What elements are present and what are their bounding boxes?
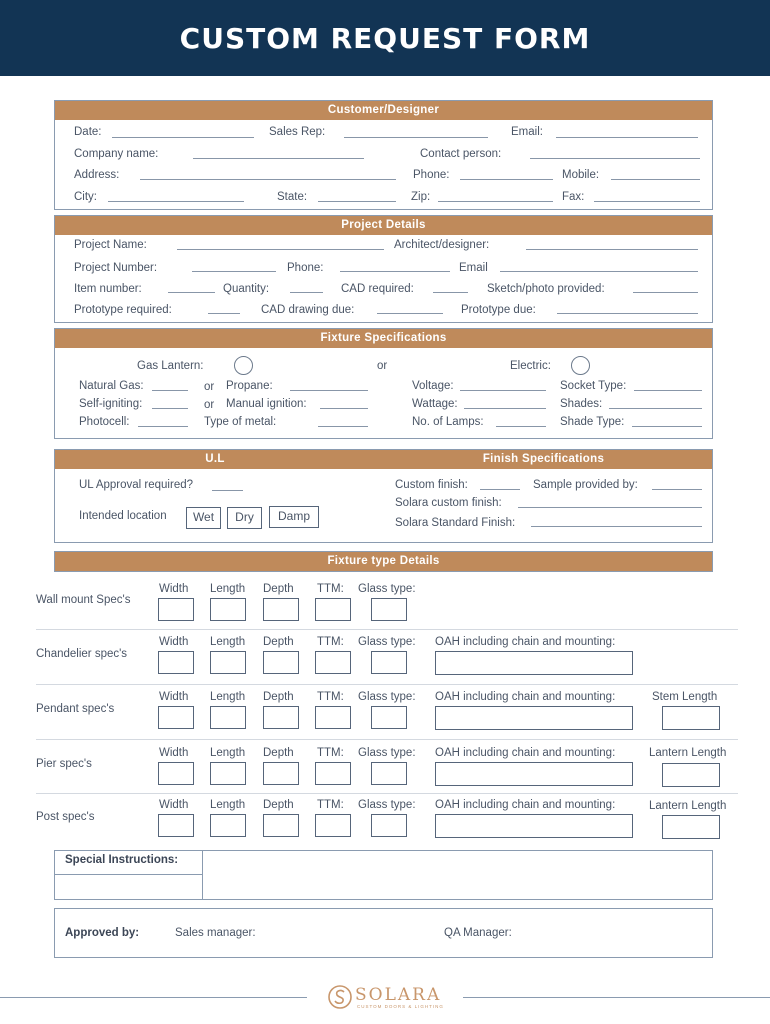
project-email-label: Email <box>459 262 488 274</box>
oah-input[interactable] <box>435 814 633 838</box>
row-label: Wall mount Spec's <box>36 594 131 606</box>
oah-input[interactable] <box>435 762 633 786</box>
photocell-field[interactable] <box>138 426 188 427</box>
electric-label: Electric: <box>510 360 551 372</box>
col-glass: Glass type: <box>358 799 416 811</box>
sales-manager-label: Sales manager: <box>175 927 256 939</box>
zip-label: Zip: <box>411 191 431 203</box>
manual-ignition-field[interactable] <box>320 408 368 409</box>
socket-field[interactable] <box>634 390 702 391</box>
col-depth: Depth <box>263 691 294 703</box>
prototype-due-field[interactable] <box>557 313 698 314</box>
city-field[interactable] <box>108 201 244 202</box>
logo-tagline: CUSTOM DOORS & LIGHTING <box>357 1004 444 1009</box>
solara-custom-field[interactable] <box>518 507 702 508</box>
prototype-required-field[interactable] <box>208 313 240 314</box>
row-divider <box>36 793 738 794</box>
lamps-field[interactable] <box>496 426 546 427</box>
item-number-label: Item number: <box>74 283 142 295</box>
ul-approval-field[interactable] <box>212 490 243 491</box>
photocell-label: Photocell: <box>79 416 130 428</box>
col-length: Length <box>210 583 246 595</box>
sales-rep-label: Sales Rep: <box>269 126 326 138</box>
col-extra: Stem Length <box>652 691 718 703</box>
project-number-field[interactable] <box>192 271 276 272</box>
special-divider <box>202 851 203 899</box>
depth-input[interactable] <box>263 651 299 674</box>
width-input[interactable] <box>158 651 194 674</box>
glass-input[interactable] <box>371 762 407 785</box>
or-label: or <box>377 360 388 372</box>
row-label: Pier spec's <box>36 758 92 770</box>
address-field[interactable] <box>140 179 396 180</box>
shade-type-field[interactable] <box>632 426 702 427</box>
custom-finish-field[interactable] <box>480 489 520 490</box>
state-label: State: <box>277 191 308 203</box>
fax-label: Fax: <box>562 191 585 203</box>
shades-label: Shades: <box>560 398 603 410</box>
depth-input[interactable] <box>263 814 299 837</box>
shade-type-label: Shade Type: <box>560 416 625 428</box>
shades-field[interactable] <box>609 408 702 409</box>
page-title: CUSTOM REQUEST FORM <box>179 22 591 55</box>
width-input[interactable] <box>158 762 194 785</box>
sample-field[interactable] <box>652 489 702 490</box>
col-width: Width <box>159 799 189 811</box>
col-extra: Lantern Length <box>649 747 727 759</box>
contact-field[interactable] <box>530 158 700 159</box>
gas-lantern-label: Gas Lantern: <box>137 360 204 372</box>
col-glass: Glass type: <box>358 636 416 648</box>
intended-location-label: Intended location <box>79 510 167 522</box>
address-label: Address: <box>74 169 120 181</box>
oah-input[interactable] <box>435 706 633 730</box>
electric-radio[interactable] <box>571 356 590 375</box>
col-length: Length <box>210 691 246 703</box>
lantern-length-input[interactable] <box>662 763 720 787</box>
col-depth: Depth <box>263 583 294 595</box>
col-oah: OAH including chain and mounting: <box>435 691 616 703</box>
col-depth: Depth <box>263 747 294 759</box>
metal-field[interactable] <box>318 426 368 427</box>
location-wet-option[interactable]: Wet <box>186 507 221 529</box>
col-ttm: TTM: <box>317 747 344 759</box>
natural-gas-label: Natural Gas: <box>79 380 144 392</box>
depth-input[interactable] <box>263 598 299 621</box>
stem-length-input[interactable] <box>662 706 720 730</box>
glass-input[interactable] <box>371 706 407 729</box>
col-length: Length <box>210 747 246 759</box>
glass-input[interactable] <box>371 814 407 837</box>
col-glass: Glass type: <box>358 747 416 759</box>
col-glass: Glass type: <box>358 583 416 595</box>
col-ttm: TTM: <box>317 691 344 703</box>
row-label: Post spec's <box>36 811 95 823</box>
row-divider <box>36 739 738 740</box>
approved-by-label: Approved by: <box>65 927 140 939</box>
qa-manager-label: QA Manager: <box>444 927 512 939</box>
metal-label: Type of metal: <box>204 416 277 428</box>
col-depth: Depth <box>263 636 294 648</box>
row-label: Chandelier spec's <box>36 648 128 660</box>
ul-heading: U.L <box>55 450 375 469</box>
propane-label: Propane: <box>226 380 273 392</box>
col-oah: OAH including chain and mounting: <box>435 799 616 811</box>
wattage-field[interactable] <box>464 408 546 409</box>
standard-finish-label: Solara Standard Finish: <box>395 517 516 529</box>
custom-finish-label: Custom finish: <box>395 479 468 491</box>
length-input[interactable] <box>210 651 246 674</box>
logo-wordmark: SOLARA <box>355 985 442 1005</box>
sample-label: Sample provided by: <box>533 479 638 491</box>
architect-field[interactable] <box>526 249 698 250</box>
prototype-required-label: Prototype required: <box>74 304 172 316</box>
customer-heading: Customer/Designer <box>55 101 712 120</box>
glass-input[interactable] <box>371 651 407 674</box>
self-igniting-field[interactable] <box>152 408 188 409</box>
location-dry-option[interactable]: Dry <box>227 507 262 529</box>
mobile-field[interactable] <box>611 179 700 180</box>
zip-field[interactable] <box>438 201 553 202</box>
approval-box <box>54 908 713 958</box>
natural-gas-field[interactable] <box>152 390 188 391</box>
socket-label: Socket Type: <box>560 380 627 392</box>
email-label: Email: <box>511 126 543 138</box>
or-label: or <box>204 381 215 393</box>
cad-due-field[interactable] <box>377 313 443 314</box>
ttm-input[interactable] <box>315 706 351 729</box>
prototype-due-label: Prototype due: <box>461 304 536 316</box>
depth-input[interactable] <box>263 706 299 729</box>
row-divider <box>36 629 738 630</box>
propane-field[interactable] <box>290 390 368 391</box>
fixture-spec-heading: Fixture Specifications <box>55 329 712 348</box>
col-width: Width <box>159 747 189 759</box>
fixture-type-heading: Fixture type Details <box>55 552 712 571</box>
special-instructions-label: Special Instructions: <box>65 854 179 866</box>
depth-input[interactable] <box>263 762 299 785</box>
quantity-field[interactable] <box>290 292 323 293</box>
finish-heading: Finish Specifications <box>375 450 712 469</box>
col-ttm: TTM: <box>317 583 344 595</box>
glass-input[interactable] <box>371 598 407 621</box>
voltage-field[interactable] <box>460 390 546 391</box>
gas-lantern-radio[interactable] <box>234 356 253 375</box>
solara-custom-label: Solara custom finish: <box>395 497 502 509</box>
oah-input[interactable] <box>435 651 633 675</box>
col-ttm: TTM: <box>317 799 344 811</box>
length-input[interactable] <box>210 814 246 837</box>
project-email-field[interactable] <box>500 271 698 272</box>
state-field[interactable] <box>318 201 396 202</box>
col-oah: OAH including chain and mounting: <box>435 747 616 759</box>
special-instructions-input[interactable] <box>204 852 711 898</box>
sketch-field[interactable] <box>633 292 698 293</box>
location-damp-option[interactable]: Damp <box>269 506 319 528</box>
manual-ignition-label: Manual ignition: <box>226 398 307 410</box>
lantern-length-input[interactable] <box>662 815 720 839</box>
project-name-label: Project Name: <box>74 239 147 251</box>
col-length: Length <box>210 799 246 811</box>
row-label: Pendant spec's <box>36 703 115 715</box>
company-label: Company name: <box>74 148 159 160</box>
email-field[interactable] <box>556 137 698 138</box>
voltage-label: Voltage: <box>412 380 454 392</box>
wattage-label: Wattage: <box>412 398 458 410</box>
cad-due-label: CAD drawing due: <box>261 304 355 316</box>
col-length: Length <box>210 636 246 648</box>
project-phone-field[interactable] <box>340 271 450 272</box>
date-field[interactable] <box>112 137 254 138</box>
standard-finish-field[interactable] <box>531 526 702 527</box>
ttm-input[interactable] <box>315 762 351 785</box>
length-input[interactable] <box>210 762 246 785</box>
quantity-label: Quantity: <box>223 283 270 295</box>
date-label: Date: <box>74 126 102 138</box>
cad-required-field[interactable] <box>433 292 468 293</box>
project-number-label: Project Number: <box>74 262 158 274</box>
ul-approval-label: UL Approval required? <box>79 479 194 491</box>
width-input[interactable] <box>158 598 194 621</box>
or-label: or <box>204 399 215 411</box>
phone-label: Phone: <box>413 169 450 181</box>
footer-rule <box>0 997 307 998</box>
ttm-input[interactable] <box>315 651 351 674</box>
width-input[interactable] <box>158 706 194 729</box>
col-width: Width <box>159 636 189 648</box>
self-igniting-label: Self-igniting: <box>79 398 143 410</box>
item-number-field[interactable] <box>168 292 215 293</box>
col-glass: Glass type: <box>358 691 416 703</box>
col-extra: Lantern Length <box>649 800 727 812</box>
length-input[interactable] <box>210 706 246 729</box>
phone-field[interactable] <box>460 179 553 180</box>
col-oah: OAH including chain and mounting: <box>435 636 616 648</box>
ttm-input[interactable] <box>315 598 351 621</box>
contact-label: Contact person: <box>420 148 502 160</box>
width-input[interactable] <box>158 814 194 837</box>
fax-field[interactable] <box>594 201 700 202</box>
project-heading: Project Details <box>55 216 712 235</box>
cad-required-label: CAD required: <box>341 283 414 295</box>
ttm-input[interactable] <box>315 814 351 837</box>
city-label: City: <box>74 191 97 203</box>
architect-label: Architect/designer: <box>394 239 490 251</box>
footer-rule <box>463 997 770 998</box>
row-divider <box>36 684 738 685</box>
project-name-field[interactable] <box>177 249 384 250</box>
special-divider <box>55 874 202 875</box>
solara-logo-icon <box>327 984 353 1015</box>
col-ttm: TTM: <box>317 636 344 648</box>
length-input[interactable] <box>210 598 246 621</box>
col-depth: Depth <box>263 799 294 811</box>
lamps-label: No. of Lamps: <box>412 416 484 428</box>
sales-rep-field[interactable] <box>344 137 488 138</box>
sketch-label: Sketch/photo provided: <box>487 283 605 295</box>
col-width: Width <box>159 583 189 595</box>
company-field[interactable] <box>193 158 364 159</box>
mobile-label: Mobile: <box>562 169 600 181</box>
col-width: Width <box>159 691 189 703</box>
project-phone-label: Phone: <box>287 262 324 274</box>
